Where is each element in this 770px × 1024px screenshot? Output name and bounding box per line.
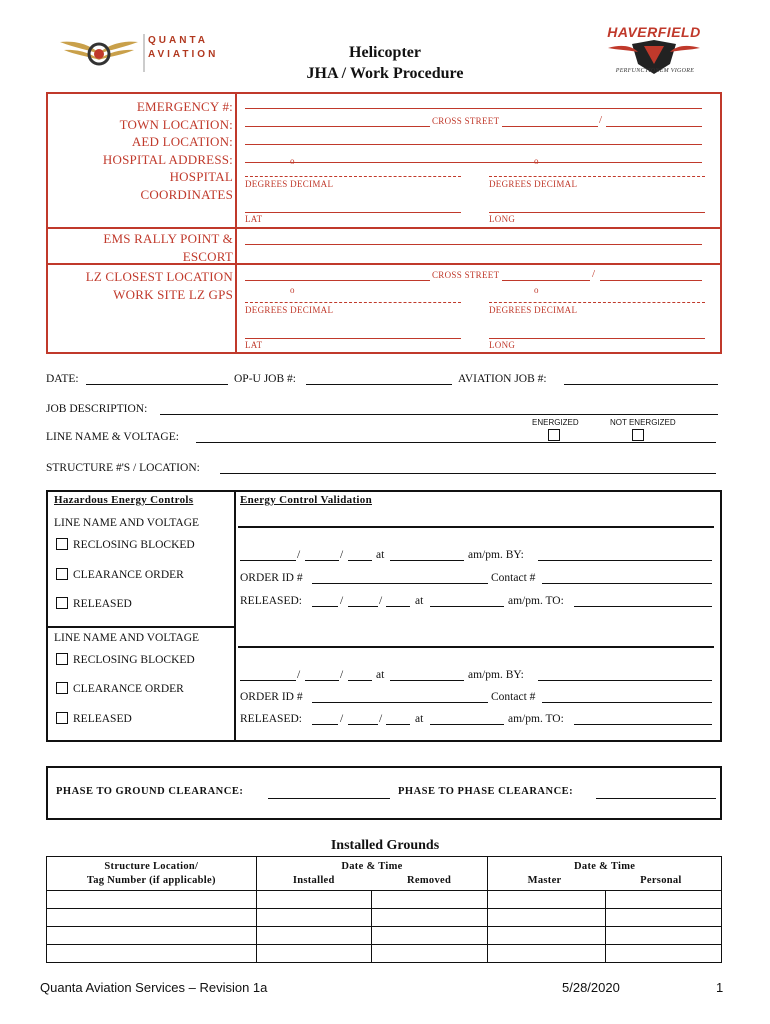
ampm-to-label: am/pm. TO: <box>508 713 564 725</box>
by-field[interactable] <box>538 560 712 561</box>
hospital-lat-field[interactable] <box>245 176 461 177</box>
cross-street-label: CROSS STREET <box>432 270 500 280</box>
degree-symbol: o <box>534 285 539 295</box>
at-label: at <box>376 669 385 681</box>
ems-rally-field[interactable] <box>245 244 702 245</box>
installed-grounds-table <box>46 856 722 963</box>
date-field[interactable] <box>86 384 228 385</box>
hospital-address-field[interactable] <box>245 162 702 163</box>
date-time-master-personal-header: Date & Time Master Personal <box>488 857 722 891</box>
energy-validation-header: Energy Control Validation <box>240 494 372 506</box>
date-label: DATE: <box>46 373 79 385</box>
contact-label: Contact # <box>491 691 536 703</box>
emergency-number-field[interactable] <box>245 108 702 109</box>
order-id-field[interactable] <box>312 583 488 584</box>
table-header-row <box>47 857 722 891</box>
job-description-label: JOB DESCRIPTION: <box>46 403 148 415</box>
line-name-voltage-field[interactable] <box>196 442 716 443</box>
released-year-field[interactable] <box>386 724 410 725</box>
released-to-field[interactable] <box>574 724 712 725</box>
hospital-long-line[interactable] <box>489 212 705 213</box>
released-time-field[interactable] <box>430 724 504 725</box>
contact-label: Contact # <box>491 572 536 584</box>
not-energized-label: NOT ENERGIZED <box>610 418 676 427</box>
structure-location-header: Structure Location/ Tag Number (if applicable) <box>47 857 257 891</box>
page-number: 1 <box>716 980 724 995</box>
reclosing-blocked-checkbox[interactable] <box>56 538 68 550</box>
line-name-voltage-heading: LINE NAME AND VOLTAGE <box>54 517 200 529</box>
time-field[interactable] <box>390 680 464 681</box>
opu-job-field[interactable] <box>306 384 452 385</box>
released-to-field[interactable] <box>574 606 712 607</box>
phase-to-phase-label: PHASE TO PHASE CLEARANCE: <box>398 786 574 797</box>
ampm-by-label: am/pm. BY: <box>468 549 524 561</box>
at-label: at <box>415 595 424 607</box>
lat-label: LAT <box>245 214 263 224</box>
released-time-field[interactable] <box>430 606 504 607</box>
long-label: LONG <box>489 340 516 350</box>
divider <box>46 227 722 229</box>
structures-label: STRUCTURE #'S / LOCATION: <box>46 462 200 474</box>
phase-to-ground-label: PHASE TO GROUND CLEARANCE: <box>56 786 244 797</box>
date-time-installed-removed-header: Date & Time Installed Removed <box>256 857 488 891</box>
released-label: RELEASED <box>73 713 132 725</box>
haverfield-motto: PERFUNCTIONEM VIGORE <box>615 68 695 74</box>
by-field[interactable] <box>538 680 712 681</box>
date-year-field[interactable] <box>348 560 372 561</box>
haverfield-logo-text: HAVERFIELD <box>607 24 701 40</box>
cross-street-field[interactable] <box>502 126 598 127</box>
degrees-decimal-label: DEGREES DECIMAL <box>245 179 334 189</box>
lz-location-field[interactable] <box>245 280 430 281</box>
degrees-decimal-label: DEGREES DECIMAL <box>245 305 334 315</box>
divider <box>46 626 236 628</box>
emergency-labels: EMERGENCY #: TOWN LOCATION: AED LOCATION: HOSPITAL ADDRESS: HOSPITAL COORDINATES <box>102 99 233 202</box>
long-label: LONG <box>489 214 516 224</box>
not-energized-checkbox[interactable] <box>632 429 644 441</box>
at-label: at <box>376 549 385 561</box>
clearance-order-label: CLEARANCE ORDER <box>73 683 184 695</box>
released-checkbox[interactable] <box>56 597 68 609</box>
cross-street-label: CROSS STREET <box>432 116 500 126</box>
at-label: at <box>415 713 424 725</box>
line-name-voltage-label: LINE NAME & VOLTAGE: <box>46 431 179 443</box>
table-row[interactable] <box>47 945 722 963</box>
ems-rally-label: EMS RALLY POINT & ESCORT <box>103 231 233 264</box>
hospital-lat-line[interactable] <box>245 212 461 213</box>
phase-to-ground-field[interactable] <box>268 798 390 799</box>
reclosing-blocked-label: RECLOSING BLOCKED <box>73 654 195 666</box>
degrees-decimal-label: DEGREES DECIMAL <box>489 179 578 189</box>
hazardous-energy-header: Hazardous Energy Controls <box>54 494 194 506</box>
released-prefix-label: RELEASED: <box>240 595 302 607</box>
ampm-by-label: am/pm. BY: <box>468 669 524 681</box>
lz-labels: LZ CLOSEST LOCATION WORK SITE LZ GPS <box>85 269 233 302</box>
released-checkbox[interactable] <box>56 712 68 724</box>
contact-field[interactable] <box>542 583 712 584</box>
released-month-field[interactable] <box>312 724 338 725</box>
hospital-long-field[interactable] <box>489 176 705 177</box>
structures-field[interactable] <box>220 473 716 474</box>
lz-long-line[interactable] <box>489 338 705 339</box>
order-id-label: ORDER ID # <box>240 691 303 703</box>
reclosing-blocked-label: RECLOSING BLOCKED <box>73 539 195 551</box>
released-month-field[interactable] <box>312 606 338 607</box>
aed-location-field[interactable] <box>245 144 702 145</box>
aviation-job-field[interactable] <box>564 384 718 385</box>
line-name-voltage-entry[interactable] <box>238 526 714 528</box>
order-id-label: ORDER ID # <box>240 572 303 584</box>
ampm-to-label: am/pm. TO: <box>508 595 564 607</box>
installed-grounds-title: Installed Grounds <box>330 838 440 853</box>
footer-revision: Quanta Aviation Services – Revision 1a <box>40 980 268 995</box>
divider <box>235 92 237 354</box>
table-row[interactable] <box>47 891 722 909</box>
footer-date: 5/28/2020 <box>562 980 620 995</box>
degrees-decimal-label: DEGREES DECIMAL <box>489 305 578 315</box>
degree-symbol: o <box>534 156 539 166</box>
released-prefix-label: RELEASED: <box>240 713 302 725</box>
time-field[interactable] <box>390 560 464 561</box>
order-id-field[interactable] <box>312 702 488 703</box>
released-day-field[interactable] <box>348 724 378 725</box>
date-year-field[interactable] <box>348 680 372 681</box>
table-row[interactable] <box>47 927 722 945</box>
date-day-field[interactable] <box>305 560 339 561</box>
table-row[interactable] <box>47 909 722 927</box>
opu-job-label: OP-U JOB #: <box>234 373 296 385</box>
released-day-field[interactable] <box>348 606 378 607</box>
released-year-field[interactable] <box>386 606 410 607</box>
lz-lat-line[interactable] <box>245 338 461 339</box>
lz-lat-field[interactable] <box>245 302 461 303</box>
date-day-field[interactable] <box>305 680 339 681</box>
aviation-job-label: AVIATION JOB #: <box>458 373 547 385</box>
released-label: RELEASED <box>73 598 132 610</box>
divider <box>234 490 236 742</box>
clearance-order-label: CLEARANCE ORDER <box>73 569 184 581</box>
job-description-field[interactable] <box>160 414 718 415</box>
phase-to-phase-field[interactable] <box>596 798 716 799</box>
lat-label: LAT <box>245 340 263 350</box>
lz-long-field[interactable] <box>489 302 705 303</box>
line-name-voltage-heading: LINE NAME AND VOLTAGE <box>54 632 200 644</box>
clearance-order-checkbox[interactable] <box>56 682 68 694</box>
lz-cross-street-field[interactable] <box>502 280 590 281</box>
date-month-field[interactable] <box>240 680 296 681</box>
town-location-field[interactable] <box>245 126 430 127</box>
contact-field[interactable] <box>542 702 712 703</box>
clearance-order-checkbox[interactable] <box>56 568 68 580</box>
reclosing-blocked-checkbox[interactable] <box>56 653 68 665</box>
date-month-field[interactable] <box>240 560 296 561</box>
energized-label: ENERGIZED <box>532 418 579 427</box>
line-name-voltage-entry[interactable] <box>238 646 714 648</box>
cross-street-field-2[interactable] <box>606 126 702 127</box>
degree-symbol: o <box>290 156 295 166</box>
page-title: Helicopter JHA / Work Procedure <box>306 44 464 82</box>
degree-symbol: o <box>290 285 295 295</box>
energized-checkbox[interactable] <box>548 429 560 441</box>
quanta-logo-text: QUANTA AVIATION <box>148 35 219 60</box>
lz-cross-street-field-2[interactable] <box>600 280 702 281</box>
